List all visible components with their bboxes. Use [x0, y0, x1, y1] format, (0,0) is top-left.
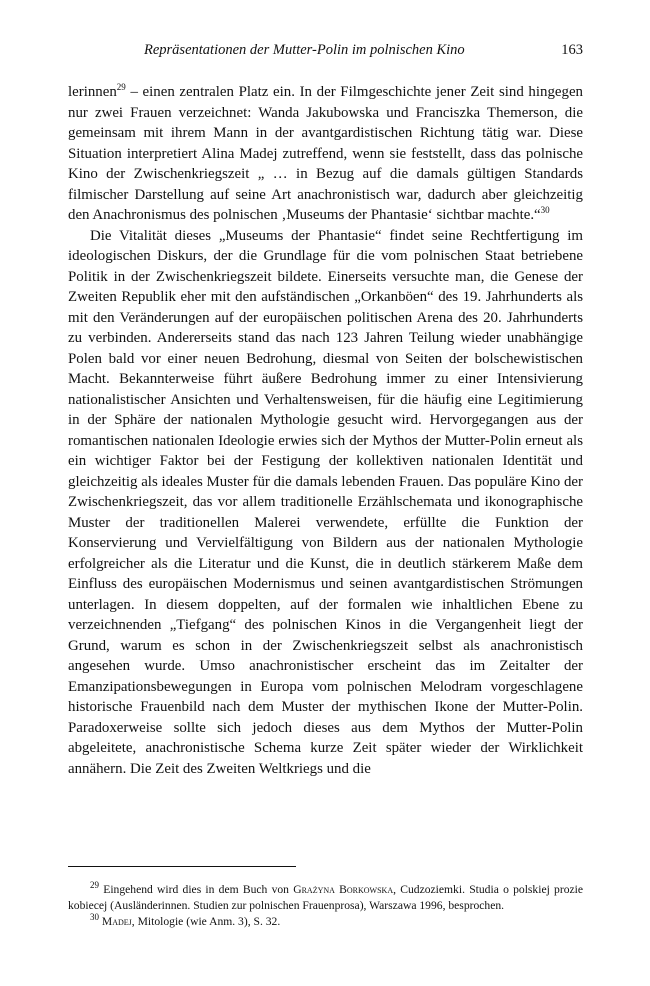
- footnotes: [68, 882, 583, 930]
- body-text: [68, 82, 583, 779]
- paragraph: Die Vitalität dieses „Museums der Phantasie“ findet seine Rechtfertigung im ideologischen Diskurs, der die Grundlage für die vom polnischen Staat betriebene Politik in der Zwischenkriegszeit bildete. Einerseits versuchte man, die Genese der Zweiten Republik eher mit den aufständischen „Orkanböen“ des 19. Jahrhunderts als mit den Veränderungen auf der europäischen politischen Arena des 20. Jahrhunderts zu verbinden. Andererseits stand das nach 123 Jahren Teilung wieder unabhängige Polen bald vor einer neuen Bedrohung, diesmal von Seiten der bolschewistischen Macht. Bekannterweise führt äußere Bedrohung immer zu einer Intensivierung nationalistischer Ansichten und Verhaltensweisen, für die häufig eine Legitimierung in der Sphäre der nationalen Mythologie gesucht wird. Hervorgegangen aus der romantischen nationalen Ideologie erwies sich der Mythos der Mutter-Polin erneut als ein wichtiger Faktor bei der Festigung der kollektiven nationalen Identität und gleichzeitig als ideales Muster für die damals lebenden Frauen. Das populäre Kino der Zwischenkriegszeit, das vor allem traditionelle Erzählschemata und ikonographische Muster der traditionellen Malerei verwendete, erfüllte die Funktion der Konservierung und Vervielfältigung von Bildern aus der nationalen Mythologie erfolgreicher als die Literatur und die Kunst, die in deutlich stärkerem Maße dem Einfluss des europäischen Modernismus und seinen avantgardistischen Strömungen unterlagen. In diesem doppelten, auf der formalen wie inhaltlichen Ebene zu verzeichnenden „Tiefgang“ des polnischen Kinos in die Vergangenheit liegt der Grund, warum es schon in der Zwischenkriegszeit selbst als anachronistisch angesehen wurde. Umso anachronistischer erscheint das im Zeitalter der Emanzipationsbewegungen in Europa vom polnischen Melodram vorgeschlagene historische Frauenbild nach dem Muster der mythischen Ikone der Mutter-Polin. Paradoxerweise sollte sich jedoch dieses aus dem Mythos der Mutter-Polin abgeleitete, anachronistische Schema kurze Zeit später wieder der Wirklichkeit annähern. Die Zeit des Zweiten Weltkriegs und die: [68, 227, 583, 777]
- running-title: Repräsentationen der Mutter-Polin im polnischen Kino: [144, 42, 465, 58]
- footnote-29: $^{29}$ Eingehend wird dies in dem Buch von Grażyna Borkowska, Cudzoziemki. Studia o polskiej prozie kobiecej (Ausländerinnen. Studien zur polnischen Frauenprosa), Warszawa 1996, besprochen.: [68, 880, 584, 912]
- footnote-ref-29[interactable]: 29: [116, 82, 126, 93]
- footnote-30: $^{30}$ Madej, Mitologie (wie Anm. 3), S. 32.: [90, 912, 281, 928]
- footnote-divider: [68, 866, 296, 867]
- paragraph: lerinnen$^{29}$ – einen zentralen Platz ein. In der Filmgeschichte jener Zeit sind hingegen nur zwei Frauen verzeichnet: Wanda Jakubowska und Franciszka Themerson, die gemeinsam mit ihrem Mann in der avantgardistischen Richtung tätig war. Diese Situation interpretiert Alina Madej zutreffend, wenn sie feststellt, dass das polnische Kino der Zwischenkriegszeit „ … in Bezug auf die damals gültigen Standards filmischer Darstellung auf seine Art anachronistisch war, dadurch aber gleichzeitig den Anachronismus des polnischen ‚Museums der Phantasie‘ sichtbar machte.“$^{30}$: [68, 82, 583, 223]
- footnote-ref-30[interactable]: 30: [540, 205, 550, 216]
- footnote-author: Grażyna Borkowska: [293, 883, 394, 896]
- footnote-author: Madej: [101, 915, 132, 928]
- page-header: [68, 42, 583, 64]
- page-number: 163: [561, 42, 583, 58]
